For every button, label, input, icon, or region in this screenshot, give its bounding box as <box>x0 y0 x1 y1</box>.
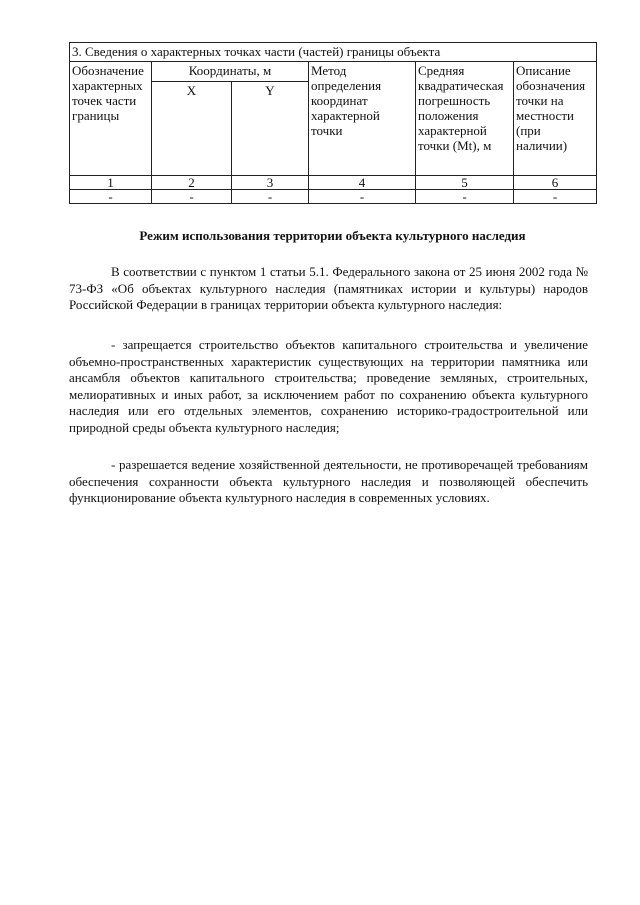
header-designation: Обозначение характерных точек части границы <box>70 62 152 176</box>
column-number: 6 <box>514 176 597 190</box>
table-cell: - <box>70 190 152 204</box>
column-number-row <box>70 176 597 190</box>
header-x: X <box>152 82 232 176</box>
column-number: 2 <box>152 176 232 190</box>
table-row <box>70 190 597 204</box>
paragraph-permitted: - разрешается ведение хозяйственной деятельности, не противоречащей требованиям обеспечения сохранности объекта культурного наследия и позволяющей обеспечить функционирование объекта культурного наследия в современных условиях. <box>69 457 588 505</box>
paragraph-prohibited: - запрещается строительство объектов капитального строительства и увеличение объемно-пространственных характеристик существующих на территории памятника или ансамбля объектов капитального строительства; проведение земляных, строительных, мелиоративных и иных работ, за исключением работ по сохранению объекта культурного наследия или его отдельных элементов, сохранению историко-градостроительной или природной среды объекта культурного наследия; <box>69 337 588 435</box>
header-description: Описание обозначения точки на местности (при наличии) <box>514 62 597 176</box>
table-header-row <box>70 62 597 82</box>
paragraph-intro: В соответствии с пунктом 1 статьи 5.1. Федерального закона от 25 июня 2002 года № 73-ФЗ «Об объектах культурного наследия (памятниках истории и культуры) народов Российской Федерации в границах территории объекта культурного наследия: <box>69 264 588 312</box>
table-cell: - <box>514 190 597 204</box>
header-y: Y <box>232 82 309 176</box>
table-title-row <box>70 43 597 62</box>
column-number: 4 <box>309 176 416 190</box>
table-cell: - <box>416 190 514 204</box>
table-cell: - <box>232 190 309 204</box>
boundary-points-table <box>69 42 597 204</box>
column-number: 5 <box>416 176 514 190</box>
table-cell: - <box>309 190 416 204</box>
header-error: Средняя квадратическая погрешность положения характерной точки (Mt), м <box>416 62 514 176</box>
table-title: 3. Сведения о характерных точках части (частей) границы объекта <box>70 43 597 62</box>
header-method: Метод определения координат характерной точки <box>309 62 416 176</box>
table-cell: - <box>152 190 232 204</box>
header-coordinates: Координаты, м <box>152 62 309 82</box>
section-heading: Режим использования территории объекта культурного наследия <box>139 228 526 243</box>
column-number: 1 <box>70 176 152 190</box>
column-number: 3 <box>232 176 309 190</box>
